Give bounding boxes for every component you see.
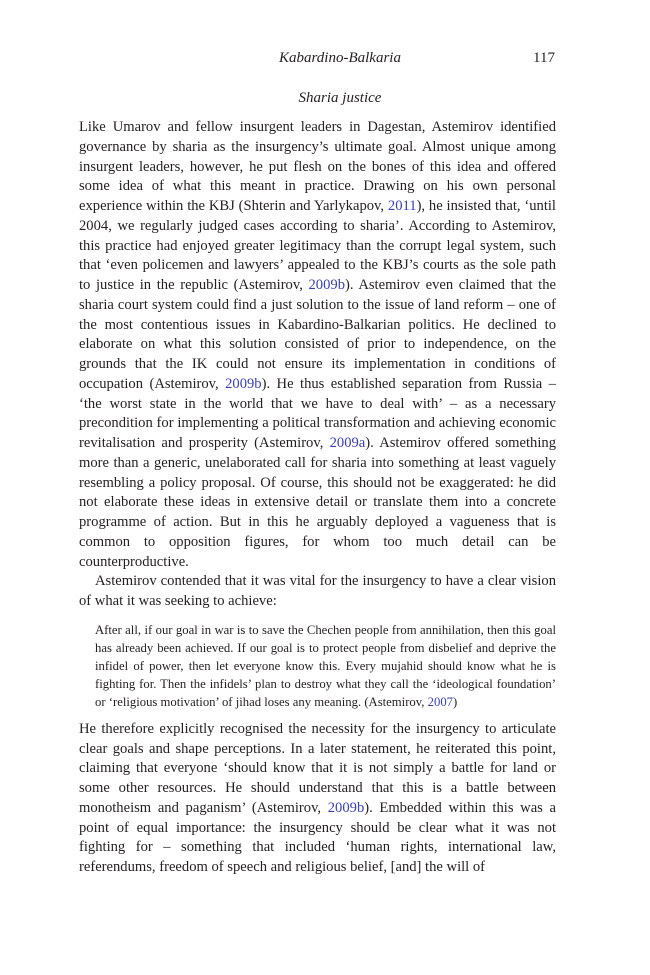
paragraph-3-text-2: ). Embedded within this was a point of equal importance: the insurgency should be clear what it was not fighting for – something that included ‘human rights, international law, referendums, freedom of speech and religious belief, [and] the will of [79,799,557,875]
citation-link[interactable]: 2009a [329,435,366,451]
page-number: 117 [533,50,555,66]
citation-link[interactable]: 2009b [308,277,345,293]
block-quote [95,621,556,711]
paragraph-1-text-1: Like Umarov and fellow insurgent leaders in Dagestan, Astemirov identified governance by sharia as the insurgency’s ultimate goal. Almost unique among insurgent leaders, however, he put flesh on the bones of this idea and offered some idea of what this meant in practice. Drawing on his own personal experience within the KBJ (Shterin and Yarlykapov, [79,119,556,214]
paragraph-1-text-5: ). Astemirov offered something more than a generic, unelaborated call for sharia into something at least vaguely resembling a policy proposal. Of course, this should not be exaggerated: he did not elaborate these ideas in extensive detail or translate them into a concrete programme of action. But in this he arguably deployed a vagueness that is common to opposition figures, for whom too much detail can be counterproductive. [79,435,556,570]
citation-link[interactable]: 2011 [387,198,417,214]
paragraph-1 [79,118,556,572]
quote-text-1: After all, if our goal in war is to save the Chechen people from annihilation, then this goal has already been achieved. If our goal is to protect people from disbelief and deprive the infidel of power, then let everyone know this. Every mujahid should know what he is fighting for. Then the infidels’ plan to destroy what they call the ‘ideological foundation’ or ‘religious motivation’ of jihad loses any meaning. (Astemirov, [95,622,556,709]
paragraph-3 [79,720,556,878]
section-heading: Sharia justice [298,90,382,106]
citation-link[interactable]: 2009b [225,375,262,392]
citation-link[interactable]: 2009b [327,799,365,816]
running-head [0,50,650,70]
body-text [79,118,556,878]
running-title: Kabardino-Balkaria [279,50,401,66]
paragraph-3-text-1: He therefore explicitly recognised the necessity for the insurgency to articulate clear goals and shape perceptions. In a later statement, he reiterated this point, claiming that everyone ‘should know that it is not simply a battle for land or some other resources. He should understand that this is a battle between monotheism and paganism’ (Astemirov, [79,720,556,816]
quote-text-2: ) [453,694,458,709]
citation-link[interactable]: 2007 [427,694,453,709]
paragraph-1-text-3: ). Astemirov even claimed that the sharia court system could find a just solution to the issue of land reform – one of the most contentious issues in Kabardino-Balkarian politics. He declined to elaborate on what this solution consisted of prior to independence, on the grounds that the IK could not ensure its implementation in conditions of occupation (Astemirov, [79,277,556,392]
paragraph-1-text-2: ), he insisted that, ‘until 2004, we regularly judged cases according to sharia’. According to Astemirov, this practice had enjoyed greater legitimacy than the corrupt legal system, such that ‘even policemen and lawyers’ appealed to the KBJ’s courts as the sole path to justice in the republic (Astemirov, [79,198,556,293]
paragraph-2: Astemirov contended that it was vital for the insurgency to have a clear vision of what it was seeking to achieve: [79,573,556,609]
paragraph-1-text-4: ). He thus established separation from Russia – ‘the worst state in the world that we have to deal with’ – as a necessary precondition for implementing a political transformation and achieving economic revitalisation and prosperity (Astemirov, [79,375,557,451]
